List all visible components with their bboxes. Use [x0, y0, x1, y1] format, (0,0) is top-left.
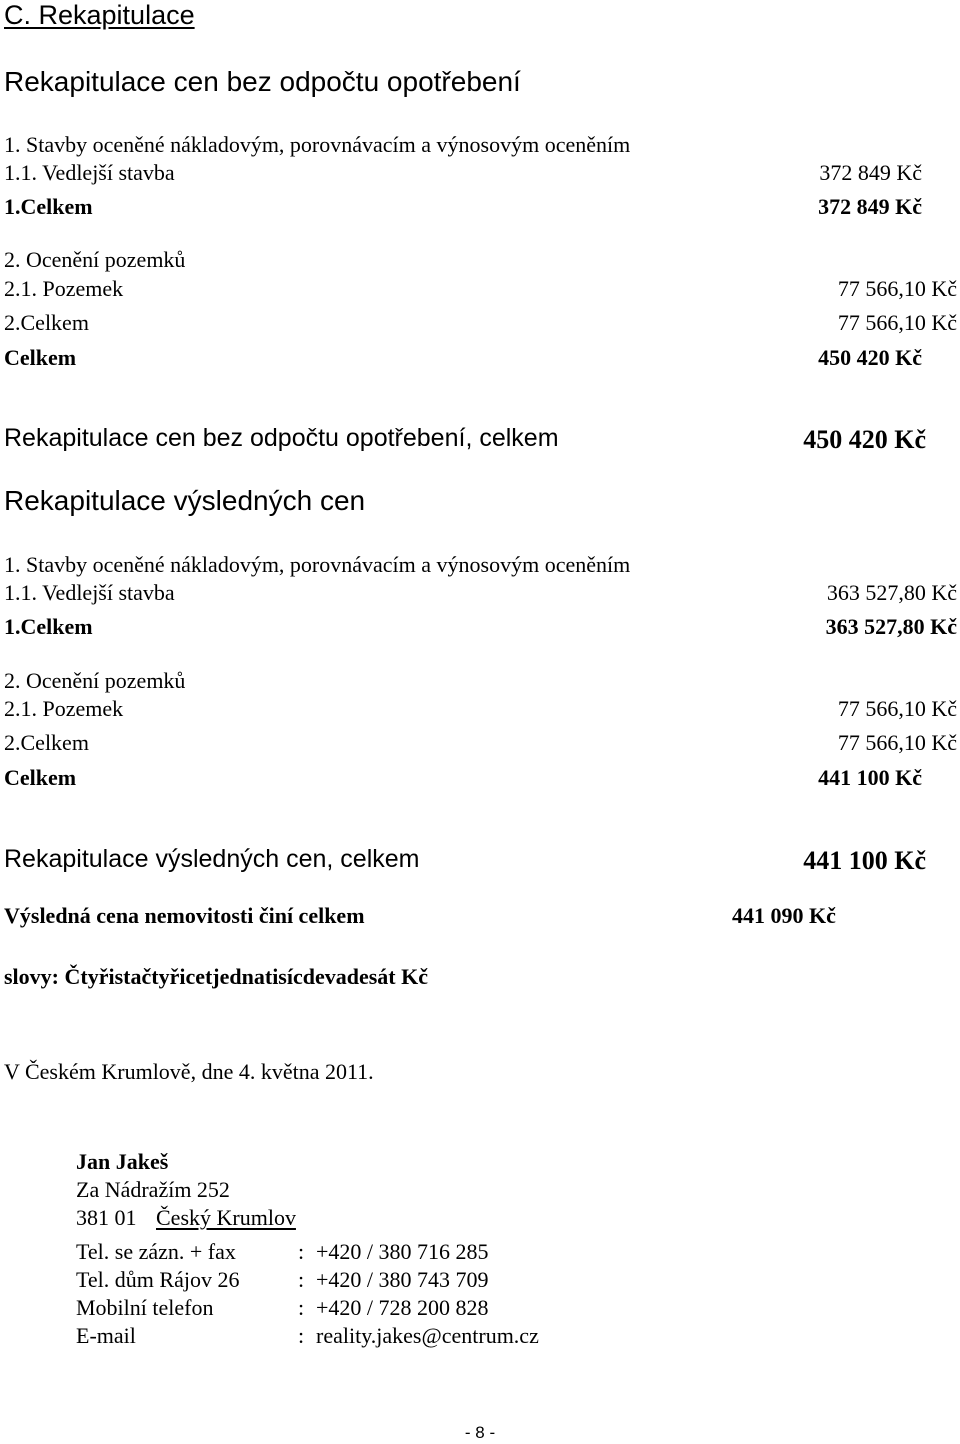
contact-mobile-label: Mobilní telefon — [76, 1295, 214, 1320]
contact-city: Český Krumlov — [156, 1205, 296, 1230]
contact-phone-fax-value: +420 / 380 716 285 — [316, 1239, 489, 1264]
contact-home-phone-colon: : — [298, 1267, 305, 1292]
contact-zip: 381 01 — [76, 1205, 137, 1230]
contact-phone-fax-colon: : — [298, 1239, 305, 1264]
block2-land-value: 77 566,10 Kč — [837, 696, 957, 721]
block2-subtotal2-value: 77 566,10 Kč — [837, 730, 957, 755]
block1-subtotal1-label: 1.Celkem — [4, 194, 93, 219]
contact-email-label: E-mail — [76, 1323, 136, 1348]
block1-buildings-heading: 1. Stavby oceněné nákladovým, porovnávacím a výnosovým oceněním — [4, 132, 631, 157]
block1-total-label: Celkem — [4, 345, 77, 370]
block1-secondary-building-label: 1.1. Vedlejší stavba — [4, 160, 175, 185]
block2-land-heading: 2. Ocenění pozemků — [4, 668, 186, 693]
contact-mobile-value: +420 / 728 200 828 — [316, 1295, 489, 1320]
block2-subtotal1-value: 363 527,80 Kč — [825, 614, 957, 639]
contact-home-phone-value: +420 / 380 743 709 — [316, 1267, 489, 1292]
block2-secondary-building-value: 363 527,80 Kč — [826, 580, 957, 605]
block2-subtotal1-label: 1.Celkem — [4, 614, 93, 639]
block1-summary-value: 450 420 Kč — [803, 425, 926, 454]
contact-email-value[interactable]: reality.jakes@centrum.cz — [316, 1323, 539, 1348]
block1-land-label: 2.1. Pozemek — [4, 276, 124, 301]
contact-email-colon: : — [298, 1323, 305, 1348]
final-price-value: 441 090 Kč — [732, 903, 836, 928]
block2-title: Rekapitulace výsledných cen — [4, 485, 366, 516]
block2-buildings-heading: 1. Stavby oceněné nákladovým, porovnávacím a výnosovým oceněním — [4, 552, 631, 577]
page-number: - 8 - — [464, 1423, 496, 1442]
place-date: V Českém Krumlově, dne 4. května 2011. — [4, 1059, 374, 1084]
block2-total-label: Celkem — [4, 765, 77, 790]
block1-secondary-building-value: 372 849 Kč — [819, 160, 922, 185]
block2-land-label: 2.1. Pozemek — [4, 696, 124, 721]
section-heading: C. Rekapitulace — [4, 0, 195, 30]
block1-land-value: 77 566,10 Kč — [837, 276, 957, 301]
block2-summary-label: Rekapitulace výsledných cen, celkem — [4, 845, 420, 873]
final-price-label: Výsledná cena nemovitosti činí celkem — [4, 903, 365, 928]
contact-street: Za Nádražím 252 — [76, 1177, 230, 1202]
block1-land-heading: 2. Ocenění pozemků — [4, 247, 186, 272]
block1-summary-label: Rekapitulace cen bez odpočtu opotřebení, celkem — [4, 424, 559, 452]
block1-subtotal2-value: 77 566,10 Kč — [837, 310, 957, 335]
block1-total-value: 450 420 Kč — [818, 345, 922, 370]
contact-phone-fax-label: Tel. se zázn. + fax — [76, 1239, 236, 1264]
block1-subtotal1-value: 372 849 Kč — [818, 194, 922, 219]
final-price-words: slovy: Čtyřistačtyřicetjednatisícdevadesát Kč — [4, 964, 429, 989]
block2-total-value: 441 100 Kč — [818, 765, 922, 790]
block1-title: Rekapitulace cen bez odpočtu opotřebení — [4, 66, 521, 97]
contact-name: Jan Jakeš — [76, 1149, 169, 1174]
block2-subtotal2-label: 2.Celkem — [4, 730, 89, 755]
block2-secondary-building-label: 1.1. Vedlejší stavba — [4, 580, 175, 605]
contact-home-phone-label: Tel. dům Rájov 26 — [76, 1267, 240, 1292]
block2-summary-value: 441 100 Kč — [803, 846, 926, 875]
contact-mobile-colon: : — [298, 1295, 305, 1320]
block1-subtotal2-label: 2.Celkem — [4, 310, 89, 335]
